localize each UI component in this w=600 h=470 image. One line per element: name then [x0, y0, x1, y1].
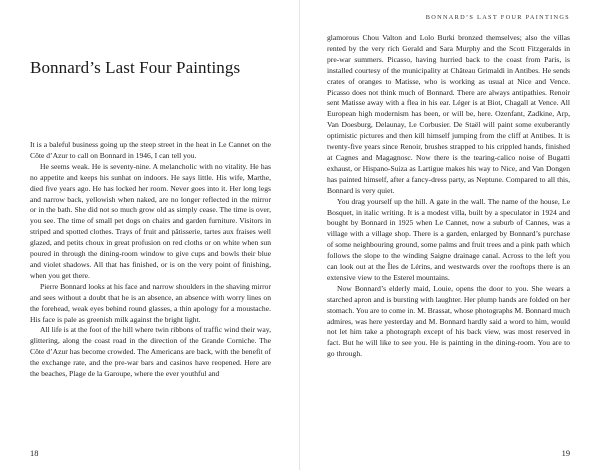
paragraph: All life is at the foot of the hill where twin ribbons of traffic wind their way, glittering, along the coast road in the direction of the Grande Corniche. The Côte d’Azur has become crowded. The Americans are back, with the benefit of the exchange rate, and the pre-war bars and casinos have reopened. Here are the beaches, Plage de la Garoupe, where the ever youthful and [30, 325, 271, 379]
paragraph: It is a baleful business going up the steep street in the heat in Le Cannet on the Côte d’Azur to call on Bonnard in 1946, I can tell you. [30, 140, 271, 160]
paragraph: You drag yourself up the hill. A gate in the wall. The name of the house, Le Bosquet, in italic writing. It is a modest villa, built by a speculator in 1924 and bought by Bonnard in 1925 when Le Cannet, now a suburb of Cannes, was a village with a village shop. There is a garden, enlarged by Bonnard’s purchase of some neighbouring ground, some palms and fruit trees and a pink path which follows the slope to the winding Saigne drainage canal. Across to the left you can look out at the Îles de Lérins, and westwards over the rooftops there is an extensive view to the Esterel mountains. [327, 196, 570, 282]
paragraph: Now Bonnard’s elderly maid, Louie, opens the door to you. She wears a starched apron and is bursting with laughter. Her plump hands are folded on her stomach. You are to come in. M. Brassat, whose photographs M. Bonnard much admires, was here yesterday and M. Bonnard hardly said a word to him, would not let him take a photograph except of his back view, was most reserved in fact. But he will like to see you. He is painting in the dining-room. You are to go through. [327, 283, 570, 359]
paragraph: Pierre Bonnard looks at his face and narrow shoulders in the shaving mirror and sees without a doubt that he is an absence, an absence with worry lines on the forehead, weak eyes behind round glasses, a thin apology for a moustache. His face is pale as greenish milk against the bright light. [30, 281, 271, 324]
paragraph: He seems weak. He is seventy-nine. A melancholic with no vitality. He has no appetite and keeps his sunhat on indoors. He says little. His wife, Marthe, died five years ago. He has locked her room. Never goes into it. Her long legs and narrow back, yellowish when naked, are no longer reflected in the mirror or in the bath. She did not so much grow old as simply cease. The time is over, you see. The time of small pet dogs on chairs and garden furniture. Visitors in striped and spotted clothes. Trays of fruit and pâtisserie, tartes aux fraises well glazed, and petits choux in great profusion on red cloths or on white when sun poured in through the dining-room window to give cups and bowls their blue and violet shadows. All that has finished, or is on the very point of finishing, when you get there. [30, 161, 271, 280]
right-page [300, 0, 600, 470]
page-number-right: 19 [561, 449, 570, 458]
paragraph: glamorous Chou Valton and Lolo Burki bronzed themselves; also the villas rented by the very rich Gerald and Sara Murphy and the Scott Fitzgeralds in pre-war summers. Picasso, having hurried back to the coast from Paris, is installed courtesy of the municipality at Château Grimaldi in Antibes. He sends crates of oranges to Matisse, who is working as usual at Nice and Vence. Picasso does not think much of Bonnard. There are always antipathies. Renoir sent Matisse away with a flea in his ear. Léger is at Biot, Chagall at Vence. All European high modernism has been, or will be, here. Ozenfant, Zadkine, Arp, Van Doesburg, Delaunay, Le Corbusier. De Staël will paint some exuberantly optimistic pictures and then kill himself jumping from the cliff at Antibes. It is twenty-five years since Renoir, brushes strapped to his crippled hands, finished at Cagnes and Magagnosc. Now there is the tearing-calico noise of Bugatti exhaust, or Hispano-Suiza as Lartigue makes his way to Nice, and Van Dongen has painted himself, after a fancy-dress party, as Neptune. Compared to all this, Bonnard is very quiet. [327, 33, 570, 195]
running-head: BONNARD’S LAST FOUR PAINTINGS [425, 14, 570, 21]
left-body-text [30, 140, 271, 380]
page-number-left: 18 [30, 449, 39, 458]
chapter-title: Bonnard’s Last Four Paintings [30, 58, 241, 77]
right-body-text [327, 33, 570, 360]
